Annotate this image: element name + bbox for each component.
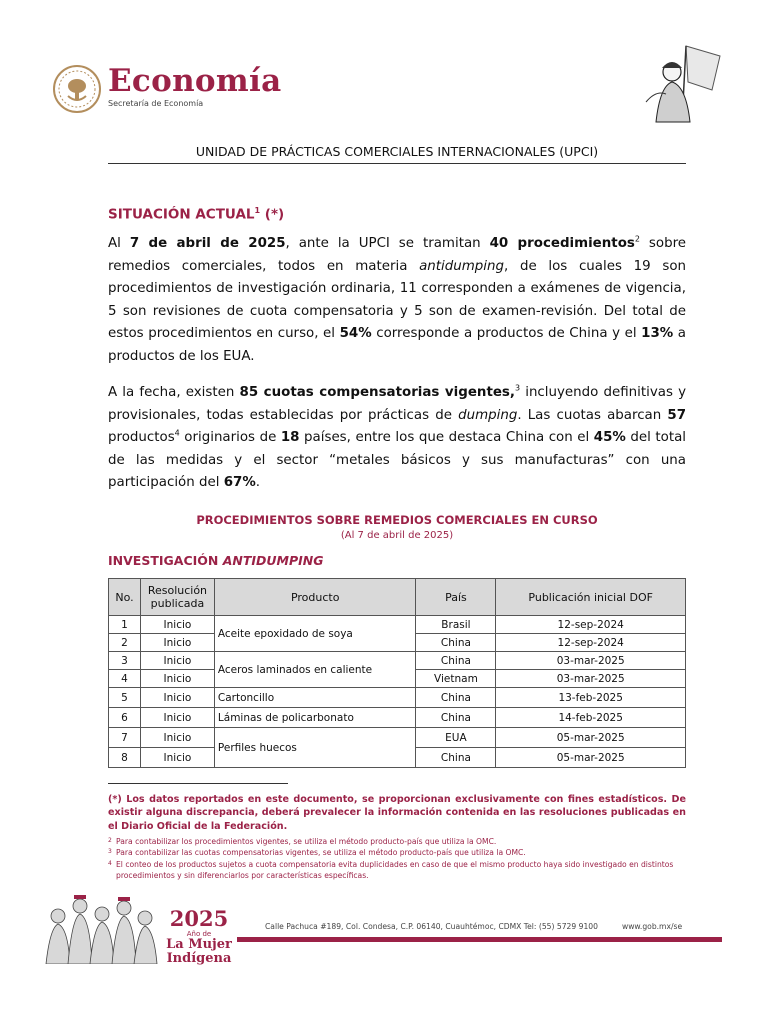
paragraph-procedures xyxy=(108,233,686,369)
cell-fecha: 03-mar-2025 xyxy=(496,670,686,688)
cell-producto: Cartoncillo xyxy=(214,688,416,708)
p2-products-count: 57 xyxy=(667,407,687,423)
cell-pais: China xyxy=(416,652,496,670)
footnote-text: Para contabilizar las cuotas compensatorias vigentes, se utiliza el método producto-país que utiliza la OMC. xyxy=(116,848,526,858)
table-row xyxy=(109,708,686,728)
cell-pais: China xyxy=(416,748,496,768)
investigation-title-italic: ANTIDUMPING xyxy=(222,553,324,568)
title-divider xyxy=(108,163,686,164)
p1-text-e: corresponde a productos de China y el xyxy=(371,326,642,342)
investigation-title xyxy=(108,553,324,568)
p1-text-a: Al xyxy=(108,236,130,251)
footnote-number: 4 xyxy=(108,859,112,867)
cell-resolucion: Inicio xyxy=(140,670,214,688)
footer-bar xyxy=(237,937,722,942)
year-motto-line1: La Mujer xyxy=(166,937,232,952)
cell-pais: Brasil xyxy=(416,616,496,634)
p2-text-e: originarios de xyxy=(179,430,281,446)
footnote-item xyxy=(108,836,686,847)
cell-no: 4 xyxy=(109,670,141,688)
year-subtitle: Año de xyxy=(186,930,212,938)
footer-website-link[interactable]: www.gob.mx/se xyxy=(622,922,683,931)
footnote-marker-3: 3 xyxy=(515,383,521,393)
cell-no: 6 xyxy=(109,708,141,728)
footnote-marker-4: 4 xyxy=(174,428,180,438)
cell-no: 8 xyxy=(109,748,141,768)
cell-fecha: 12-sep-2024 xyxy=(496,616,686,634)
cell-fecha: 05-mar-2025 xyxy=(496,728,686,748)
cell-no: 3 xyxy=(109,652,141,670)
cell-resolucion: Inicio xyxy=(140,688,214,708)
table-row xyxy=(109,728,686,748)
cell-no: 5 xyxy=(109,688,141,708)
year-motto-line2: Indígena xyxy=(166,951,232,966)
footnote-text: Para contabilizar los procedimientos vigentes, se utiliza el método producto-país que utiliza la OMC. xyxy=(116,837,497,846)
brand-name: Economía xyxy=(108,63,282,99)
p1-italic: antidumping xyxy=(419,258,504,274)
cell-pais: China xyxy=(416,634,496,652)
col-header-pais: País xyxy=(416,579,496,616)
p1-date: 7 de abril de 2025 xyxy=(129,236,286,251)
p2-text-f: países, entre los que destaca China con el xyxy=(299,430,594,446)
p2-pct-china: 45% xyxy=(593,430,626,446)
cell-pais: China xyxy=(416,688,496,708)
cell-pais: EUA xyxy=(416,728,496,748)
col-header-producto: Producto xyxy=(214,579,416,616)
col-header-publicacion: Publicación inicial DOF xyxy=(496,579,686,616)
cell-fecha: 05-mar-2025 xyxy=(496,748,686,768)
situacion-title-star: (*) xyxy=(260,206,285,223)
footnote-text: El conteo de los productos sujetos a cuota compensatoria evita duplicidades en caso de que el mismo producto haya sido investigado en distintos procedimientos y sin diferenciarlos por características específicas. xyxy=(116,859,674,881)
footnote-number: 3 xyxy=(108,848,112,856)
procedures-table xyxy=(108,578,686,768)
table-row xyxy=(109,616,686,634)
footnote-marker-2: 2 xyxy=(634,234,640,244)
footnote-divider xyxy=(108,783,288,784)
footnote-item xyxy=(108,859,686,882)
footnotes-list xyxy=(108,836,686,882)
cell-fecha: 14-feb-2025 xyxy=(496,708,686,728)
cell-resolucion: Inicio xyxy=(140,634,214,652)
p2-pct-sector: 67% xyxy=(223,475,256,491)
p2-count: 85 cuotas compensatorias vigentes, xyxy=(239,385,515,400)
table-header-row xyxy=(109,579,686,616)
cell-no: 7 xyxy=(109,728,141,748)
p1-count: 40 procedimientos xyxy=(489,236,635,251)
footnote-number: 2 xyxy=(108,837,112,844)
indigenous-women-illustration-icon xyxy=(44,892,159,964)
cell-pais: Vietnam xyxy=(416,670,496,688)
p1-pct-eua: 13% xyxy=(641,326,674,342)
cell-resolucion: Inicio xyxy=(140,652,214,670)
cell-producto: Aceite epoxidado de soya xyxy=(214,616,416,652)
table-row xyxy=(109,688,686,708)
p1-text-f: a productos de los EUA. xyxy=(108,326,686,364)
footnote-disclaimer: (*) Los datos reportados en este documento, se proporcionan exclusivamente con fines estadísticos. De existir alguna discrepancia, deberá prevalecer la información contenida en las resoluciones publicadas en el Diario Oficial de la Federación. xyxy=(108,794,686,832)
p2-countries-count: 18 xyxy=(280,430,300,446)
col-header-resolucion: Resolución publicada xyxy=(140,579,214,616)
footnote-marker-1: 1 xyxy=(254,206,261,215)
situacion-title-text: SITUACIÓN ACTUAL xyxy=(108,206,255,223)
p1-pct-china: 54% xyxy=(339,326,372,342)
p1-text-d: , de los cuales 19 son procedimientos de investigación ordinaria, 11 corresponden a exámenes de vigencia, 5 son revisiones de cuota compensatoria y 5 son de examen-revisión. Del total de estos procedimientos en curso, el xyxy=(108,258,686,342)
year-number: 2025 xyxy=(169,906,229,931)
year-badge xyxy=(164,908,234,966)
p2-text-a: A la fecha, existen xyxy=(108,385,240,400)
cell-fecha: 13-feb-2025 xyxy=(496,688,686,708)
p2-text-c: . Las cuotas abarcan xyxy=(517,407,668,423)
p2-text-d: productos xyxy=(108,430,175,446)
footnote-item xyxy=(108,847,686,858)
cell-fecha: 12-sep-2024 xyxy=(496,634,686,652)
section-title-situacion xyxy=(108,206,284,223)
procedures-date: (Al 7 de abril de 2025) xyxy=(340,530,454,541)
footer-address: Calle Pachuca #189, Col. Condesa, C.P. 06140, Cuauhtémoc, CDMX Tel: (55) 5729 9100 xyxy=(265,922,598,931)
p2-text-g: del total de las medidas y el sector “metales básicos y sus manufacturas” con una participación del xyxy=(108,430,687,491)
cell-producto: Aceros laminados en caliente xyxy=(214,652,416,688)
brand-subtitle: Secretaría de Economía xyxy=(108,99,204,108)
unit-title: UNIDAD DE PRÁCTICAS COMERCIALES INTERNACIONALES (UPCI) xyxy=(195,144,599,159)
brand xyxy=(108,64,281,108)
cell-no: 1 xyxy=(109,616,141,634)
table-row xyxy=(109,652,686,670)
cell-producto: Perfiles huecos xyxy=(214,728,416,768)
cell-resolucion: Inicio xyxy=(140,748,214,768)
page-header xyxy=(52,62,722,122)
investigation-title-text: INVESTIGACIÓN xyxy=(108,553,223,568)
cell-resolucion: Inicio xyxy=(140,708,214,728)
paragraph-quotas xyxy=(108,382,686,495)
national-seal-icon xyxy=(52,64,102,114)
cell-resolucion: Inicio xyxy=(140,616,214,634)
heroine-illustration-icon xyxy=(642,42,722,124)
procedures-title: PROCEDIMIENTOS SOBRE REMEDIOS COMERCIALES EN CURSO xyxy=(196,513,598,527)
p2-text-h: . xyxy=(255,475,261,491)
cell-producto: Láminas de policarbonato xyxy=(214,708,416,728)
cell-pais: China xyxy=(416,708,496,728)
cell-no: 2 xyxy=(109,634,141,652)
p1-text-b: , ante la UPCI se tramitan xyxy=(285,236,490,251)
p2-italic: dumping xyxy=(458,407,518,423)
col-header-no: No. xyxy=(109,579,141,616)
cell-fecha: 03-mar-2025 xyxy=(496,652,686,670)
p1-text-c: sobre remedios comerciales, todos en materia xyxy=(108,236,687,274)
cell-resolucion: Inicio xyxy=(140,728,214,748)
p2-text-b: incluyendo definitivas y provisionales, todas establecidas por prácticas de xyxy=(108,385,686,423)
